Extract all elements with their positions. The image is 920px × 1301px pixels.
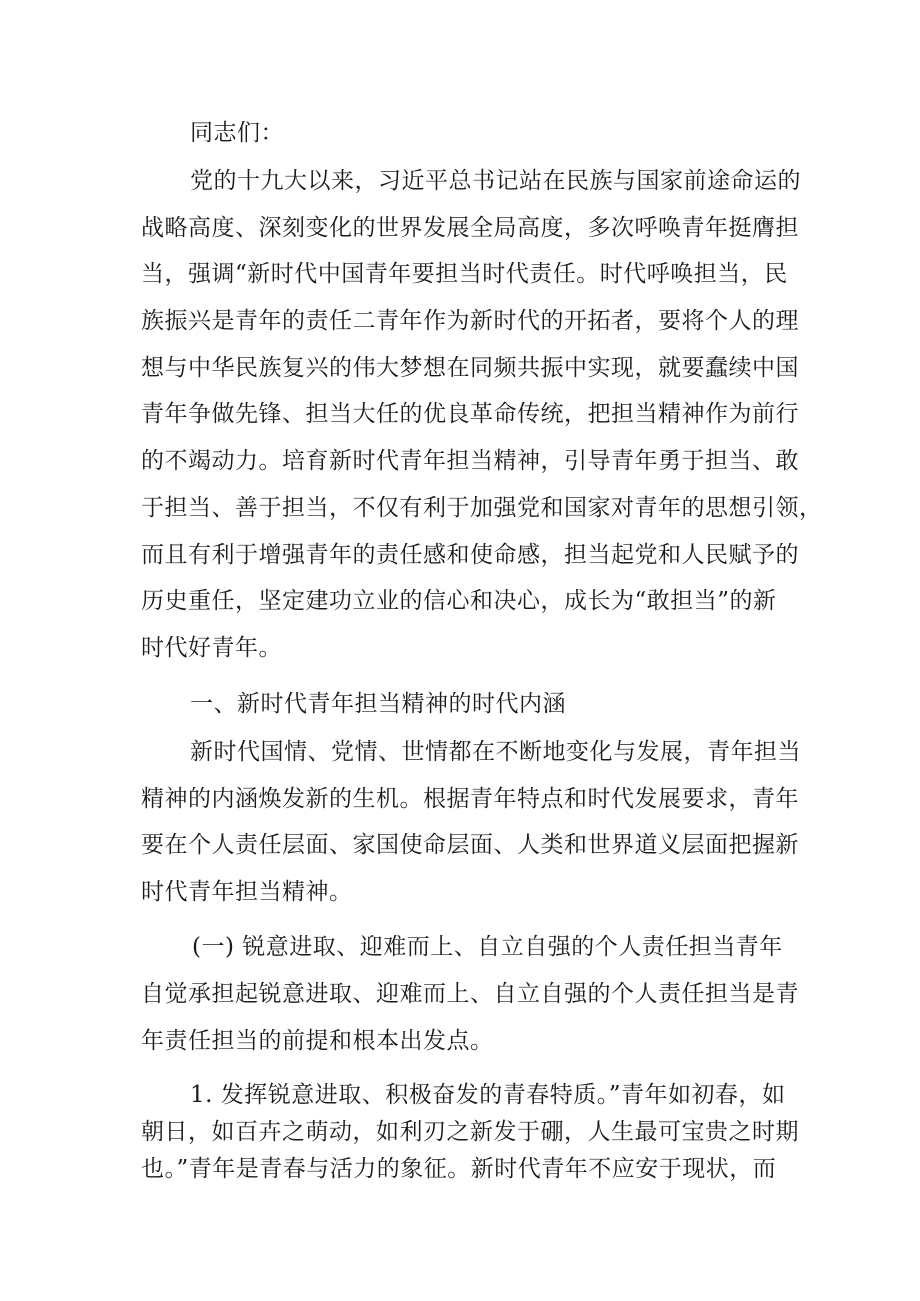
section-body-line: 要在个人责任层面、家国使命层面、人类和世界道义层面把握新 bbox=[141, 832, 799, 858]
section-body-line: 时代青年担当精神。 bbox=[141, 879, 353, 905]
intro-line: 党的十九大以来，习近平总书记站在民族与国家前途命运的 bbox=[190, 168, 801, 194]
intro-line: 的不竭动力。培育新时代青年担当精神，引导青年勇于担当、敢 bbox=[141, 448, 799, 474]
subsection-line: (一) 锐意进取、迎难而上、自立自强的个人责任担当青年 bbox=[192, 934, 783, 960]
intro-line: 战略高度、深刻变化的世界发展全局高度，多次呼唤青年挺膺担 bbox=[141, 215, 799, 241]
point-line: 也。”青年是青春与活力的象征。新时代青年不应安于现状，而 bbox=[141, 1156, 777, 1182]
intro-line: 于担当、善于担当，不仅有利于加强党和国家对青年的思想引领， bbox=[141, 495, 823, 521]
intro-line: 而且有利于增强青年的责任感和使命感，担当起党和人民赋予的 bbox=[141, 542, 799, 568]
greeting: 同志们： bbox=[190, 120, 284, 146]
subsection-line: 自觉承担起锐意进取、迎难而上、自立自强的个人责任担当是青 bbox=[141, 981, 799, 1007]
subsection-line: 年责任担当的前提和根本出发点。 bbox=[141, 1028, 494, 1054]
section-body-line: 新时代国情、党情、世情都在不断地变化与发展，青年担当 bbox=[190, 739, 801, 765]
point-line: 1. 发挥锐意进取、积极奋发的青春特质。”青年如初春，如 bbox=[190, 1082, 786, 1108]
intro-line: 历史重任，坚定建功立业的信心和决心，成长为“敢担当”的新 bbox=[141, 588, 777, 614]
intro-line: 当，强调“新时代中国青年要担当时代责任。时代呼唤担当，民 bbox=[141, 261, 788, 287]
intro-line: 青年争做先锋、担当大任的优良革命传统，把担当精神作为前行 bbox=[141, 401, 799, 427]
section-heading: 一、新时代青年担当精神的时代内涵 bbox=[190, 691, 566, 717]
intro-line: 族振兴是青年的责任二青年作为新时代的开拓者，要将个人的理 bbox=[141, 308, 799, 334]
intro-line: 时代好青年。 bbox=[141, 635, 282, 661]
section-body-line: 精神的内涵焕发新的生机。根据青年特点和时代发展要求，青年 bbox=[141, 786, 799, 812]
intro-line: 想与中华民族复兴的伟大梦想在同频共振中实现，就要蠢续中国 bbox=[141, 355, 799, 381]
point-line: 朝日，如百卉之萌动，如利刃之新发于硼，人生最可宝贵之时期 bbox=[141, 1119, 799, 1145]
